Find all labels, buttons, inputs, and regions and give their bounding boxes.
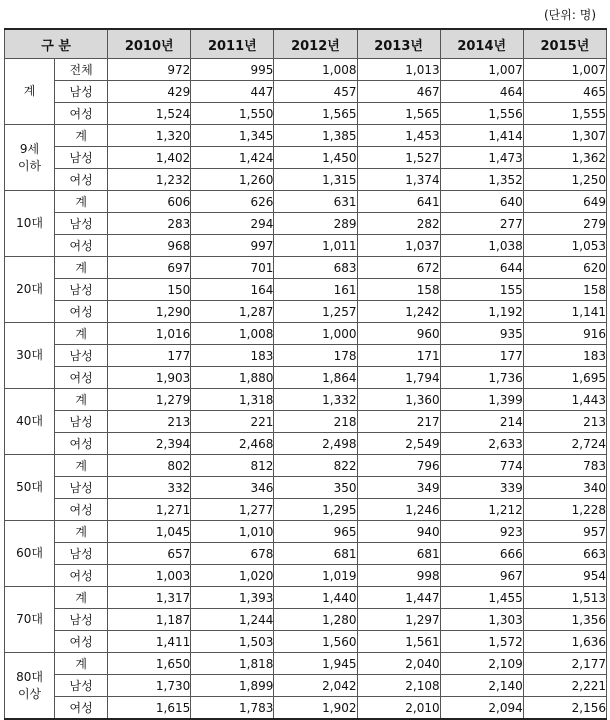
value-cell: 2,724 (523, 433, 606, 455)
table-row (5, 103, 607, 125)
value-cell: 150 (108, 279, 191, 301)
value-cell: 672 (357, 257, 440, 279)
value-cell: 1,513 (523, 587, 606, 609)
value-cell: 935 (440, 323, 523, 345)
value-cell: 1,045 (108, 521, 191, 543)
table-row (5, 213, 607, 235)
value-cell: 1,317 (108, 587, 191, 609)
value-cell: 1,362 (523, 147, 606, 169)
year-header: 2015년 (523, 29, 606, 59)
value-cell: 954 (523, 565, 606, 587)
value-cell: 155 (440, 279, 523, 301)
value-cell: 158 (523, 279, 606, 301)
value-cell: 183 (523, 345, 606, 367)
table-row (5, 521, 607, 543)
age-group-label: 60대 (5, 521, 55, 587)
value-cell: 1,356 (523, 609, 606, 631)
value-cell: 2,221 (523, 675, 606, 697)
value-cell: 1,453 (357, 125, 440, 147)
value-cell: 683 (274, 257, 357, 279)
value-cell: 1,572 (440, 631, 523, 653)
value-cell: 213 (523, 411, 606, 433)
table-row (5, 433, 607, 455)
age-group-label: 40대 (5, 389, 55, 455)
value-cell: 783 (523, 455, 606, 477)
value-cell: 666 (440, 543, 523, 565)
table-row (5, 565, 607, 587)
value-cell: 171 (357, 345, 440, 367)
value-cell: 1,037 (357, 235, 440, 257)
value-cell: 681 (274, 543, 357, 565)
value-cell: 1,730 (108, 675, 191, 697)
row-label: 남성 (55, 213, 108, 235)
row-label: 계 (55, 653, 108, 675)
value-cell: 282 (357, 213, 440, 235)
value-cell: 701 (191, 257, 274, 279)
age-group-label: 계 (5, 59, 55, 125)
value-cell: 678 (191, 543, 274, 565)
value-cell: 1,271 (108, 499, 191, 521)
value-cell: 1,228 (523, 499, 606, 521)
row-label: 여성 (55, 169, 108, 191)
table-row (5, 345, 607, 367)
value-cell: 457 (274, 81, 357, 103)
value-cell: 2,498 (274, 433, 357, 455)
table-body (5, 59, 607, 720)
value-cell: 2,394 (108, 433, 191, 455)
value-cell: 294 (191, 213, 274, 235)
value-cell: 957 (523, 521, 606, 543)
value-cell: 1,332 (274, 389, 357, 411)
value-cell: 2,094 (440, 697, 523, 720)
value-cell: 1,007 (440, 59, 523, 81)
year-header: 2011년 (191, 29, 274, 59)
age-group-label: 30대 (5, 323, 55, 389)
value-cell: 158 (357, 279, 440, 301)
value-cell: 1,013 (357, 59, 440, 81)
category-header: 구 분 (5, 29, 108, 59)
value-cell: 997 (191, 235, 274, 257)
value-cell: 1,503 (191, 631, 274, 653)
value-cell: 1,053 (523, 235, 606, 257)
row-label: 남성 (55, 147, 108, 169)
value-cell: 796 (357, 455, 440, 477)
value-cell: 1,038 (440, 235, 523, 257)
value-cell: 1,192 (440, 301, 523, 323)
table-row (5, 543, 607, 565)
row-label: 남성 (55, 81, 108, 103)
row-label: 여성 (55, 235, 108, 257)
value-cell: 177 (108, 345, 191, 367)
value-cell: 447 (191, 81, 274, 103)
table-row (5, 59, 607, 81)
row-label: 여성 (55, 565, 108, 587)
year-header: 2013년 (357, 29, 440, 59)
value-cell: 2,633 (440, 433, 523, 455)
row-label: 남성 (55, 345, 108, 367)
row-label: 여성 (55, 697, 108, 720)
value-cell: 916 (523, 323, 606, 345)
value-cell: 2,177 (523, 653, 606, 675)
value-cell: 283 (108, 213, 191, 235)
value-cell: 2,468 (191, 433, 274, 455)
row-label: 계 (55, 323, 108, 345)
value-cell: 350 (274, 477, 357, 499)
value-cell: 183 (191, 345, 274, 367)
age-group-label: 50대 (5, 455, 55, 521)
value-cell: 1,527 (357, 147, 440, 169)
row-label: 계 (55, 587, 108, 609)
row-label: 남성 (55, 279, 108, 301)
value-cell: 967 (440, 565, 523, 587)
value-cell: 1,003 (108, 565, 191, 587)
value-cell: 1,277 (191, 499, 274, 521)
table-row (5, 257, 607, 279)
value-cell: 1,232 (108, 169, 191, 191)
value-cell: 631 (274, 191, 357, 213)
table-row (5, 279, 607, 301)
value-cell: 998 (357, 565, 440, 587)
value-cell: 1,250 (523, 169, 606, 191)
value-cell: 1,399 (440, 389, 523, 411)
table-row (5, 323, 607, 345)
value-cell: 1,899 (191, 675, 274, 697)
value-cell: 641 (357, 191, 440, 213)
value-cell: 2,042 (274, 675, 357, 697)
age-group-label: 10대 (5, 191, 55, 257)
row-label: 전체 (55, 59, 108, 81)
year-header: 2010년 (108, 29, 191, 59)
value-cell: 465 (523, 81, 606, 103)
value-cell: 1,315 (274, 169, 357, 191)
value-cell: 1,242 (357, 301, 440, 323)
value-cell: 923 (440, 521, 523, 543)
value-cell: 1,794 (357, 367, 440, 389)
table-row (5, 367, 607, 389)
value-cell: 1,011 (274, 235, 357, 257)
value-cell: 1,008 (274, 59, 357, 81)
row-label: 여성 (55, 631, 108, 653)
value-cell: 164 (191, 279, 274, 301)
row-label: 남성 (55, 477, 108, 499)
value-cell: 940 (357, 521, 440, 543)
value-cell: 644 (440, 257, 523, 279)
value-cell: 649 (523, 191, 606, 213)
value-cell: 774 (440, 455, 523, 477)
value-cell: 1,561 (357, 631, 440, 653)
value-cell: 968 (108, 235, 191, 257)
value-cell: 1,414 (440, 125, 523, 147)
value-cell: 1,260 (191, 169, 274, 191)
value-cell: 346 (191, 477, 274, 499)
age-group-label: 70대 (5, 587, 55, 653)
value-cell: 1,473 (440, 147, 523, 169)
row-label: 계 (55, 257, 108, 279)
value-cell: 1,297 (357, 609, 440, 631)
value-cell: 277 (440, 213, 523, 235)
value-cell: 340 (523, 477, 606, 499)
row-label: 계 (55, 191, 108, 213)
value-cell: 161 (274, 279, 357, 301)
table-row (5, 389, 607, 411)
value-cell: 1,290 (108, 301, 191, 323)
value-cell: 1,280 (274, 609, 357, 631)
value-cell: 1,565 (274, 103, 357, 125)
value-cell: 1,020 (191, 565, 274, 587)
value-cell: 2,156 (523, 697, 606, 720)
table-row (5, 653, 607, 675)
value-cell: 1,007 (523, 59, 606, 81)
value-cell: 2,109 (440, 653, 523, 675)
table-row (5, 147, 607, 169)
value-cell: 289 (274, 213, 357, 235)
value-cell: 1,424 (191, 147, 274, 169)
value-cell: 279 (523, 213, 606, 235)
table-row (5, 169, 607, 191)
value-cell: 822 (274, 455, 357, 477)
value-cell: 1,550 (191, 103, 274, 125)
value-cell: 2,140 (440, 675, 523, 697)
row-label: 남성 (55, 411, 108, 433)
value-cell: 1,411 (108, 631, 191, 653)
value-cell: 1,864 (274, 367, 357, 389)
value-cell: 681 (357, 543, 440, 565)
value-cell: 1,455 (440, 587, 523, 609)
table-row (5, 631, 607, 653)
unit-note: (단위: 명) (544, 8, 596, 22)
value-cell: 1,352 (440, 169, 523, 191)
value-cell: 626 (191, 191, 274, 213)
value-cell: 1,393 (191, 587, 274, 609)
statistics-table (4, 28, 607, 720)
row-label: 남성 (55, 543, 108, 565)
table-row (5, 81, 607, 103)
value-cell: 1,736 (440, 367, 523, 389)
value-cell: 1,556 (440, 103, 523, 125)
value-cell: 1,565 (357, 103, 440, 125)
value-cell: 972 (108, 59, 191, 81)
value-cell: 620 (523, 257, 606, 279)
value-cell: 1,320 (108, 125, 191, 147)
value-cell: 1,000 (274, 323, 357, 345)
row-label: 여성 (55, 499, 108, 521)
row-label: 여성 (55, 433, 108, 455)
value-cell: 1,303 (440, 609, 523, 631)
age-group-label: 80대 이상 (5, 653, 55, 720)
table-row (5, 191, 607, 213)
value-cell: 1,880 (191, 367, 274, 389)
value-cell: 339 (440, 477, 523, 499)
value-cell: 1,902 (274, 697, 357, 720)
value-cell: 1,783 (191, 697, 274, 720)
value-cell: 178 (274, 345, 357, 367)
value-cell: 1,555 (523, 103, 606, 125)
row-label: 계 (55, 125, 108, 147)
value-cell: 1,402 (108, 147, 191, 169)
value-cell: 2,010 (357, 697, 440, 720)
value-cell: 965 (274, 521, 357, 543)
table-row (5, 411, 607, 433)
value-cell: 1,287 (191, 301, 274, 323)
value-cell: 1,008 (191, 323, 274, 345)
value-cell: 1,524 (108, 103, 191, 125)
value-cell: 217 (357, 411, 440, 433)
value-cell: 1,945 (274, 653, 357, 675)
value-cell: 1,244 (191, 609, 274, 631)
value-cell: 1,650 (108, 653, 191, 675)
row-label: 계 (55, 521, 108, 543)
row-label: 계 (55, 455, 108, 477)
header-row (5, 29, 607, 59)
table-row (5, 697, 607, 720)
value-cell: 1,443 (523, 389, 606, 411)
value-cell: 1,307 (523, 125, 606, 147)
value-cell: 606 (108, 191, 191, 213)
table-row (5, 609, 607, 631)
value-cell: 640 (440, 191, 523, 213)
value-cell: 802 (108, 455, 191, 477)
age-group-label: 9세 이하 (5, 125, 55, 191)
value-cell: 213 (108, 411, 191, 433)
year-header: 2012년 (274, 29, 357, 59)
row-label: 여성 (55, 103, 108, 125)
value-cell: 1,615 (108, 697, 191, 720)
value-cell: 1,187 (108, 609, 191, 631)
row-label: 여성 (55, 367, 108, 389)
table-row (5, 499, 607, 521)
value-cell: 1,374 (357, 169, 440, 191)
value-cell: 812 (191, 455, 274, 477)
value-cell: 1,818 (191, 653, 274, 675)
value-cell: 332 (108, 477, 191, 499)
row-label: 계 (55, 389, 108, 411)
value-cell: 2,040 (357, 653, 440, 675)
age-group-label: 20대 (5, 257, 55, 323)
value-cell: 177 (440, 345, 523, 367)
value-cell: 657 (108, 543, 191, 565)
value-cell: 1,212 (440, 499, 523, 521)
value-cell: 1,141 (523, 301, 606, 323)
value-cell: 1,903 (108, 367, 191, 389)
table-row (5, 125, 607, 147)
value-cell: 1,010 (191, 521, 274, 543)
value-cell: 2,549 (357, 433, 440, 455)
row-label: 남성 (55, 675, 108, 697)
value-cell: 429 (108, 81, 191, 103)
value-cell: 995 (191, 59, 274, 81)
value-cell: 1,560 (274, 631, 357, 653)
row-label: 여성 (55, 301, 108, 323)
value-cell: 960 (357, 323, 440, 345)
value-cell: 1,019 (274, 565, 357, 587)
row-label: 남성 (55, 609, 108, 631)
value-cell: 2,108 (357, 675, 440, 697)
value-cell: 349 (357, 477, 440, 499)
value-cell: 1,695 (523, 367, 606, 389)
table-row (5, 235, 607, 257)
value-cell: 221 (191, 411, 274, 433)
value-cell: 1,447 (357, 587, 440, 609)
value-cell: 1,440 (274, 587, 357, 609)
value-cell: 218 (274, 411, 357, 433)
value-cell: 1,636 (523, 631, 606, 653)
value-cell: 1,345 (191, 125, 274, 147)
value-cell: 467 (357, 81, 440, 103)
value-cell: 1,385 (274, 125, 357, 147)
value-cell: 1,450 (274, 147, 357, 169)
table-row (5, 455, 607, 477)
value-cell: 1,279 (108, 389, 191, 411)
value-cell: 1,016 (108, 323, 191, 345)
value-cell: 1,246 (357, 499, 440, 521)
value-cell: 1,360 (357, 389, 440, 411)
value-cell: 697 (108, 257, 191, 279)
table-row (5, 587, 607, 609)
value-cell: 663 (523, 543, 606, 565)
year-header: 2014년 (440, 29, 523, 59)
table-row (5, 301, 607, 323)
table-row (5, 477, 607, 499)
value-cell: 214 (440, 411, 523, 433)
value-cell: 464 (440, 81, 523, 103)
table-row (5, 675, 607, 697)
value-cell: 1,295 (274, 499, 357, 521)
value-cell: 1,318 (191, 389, 274, 411)
value-cell: 1,257 (274, 301, 357, 323)
